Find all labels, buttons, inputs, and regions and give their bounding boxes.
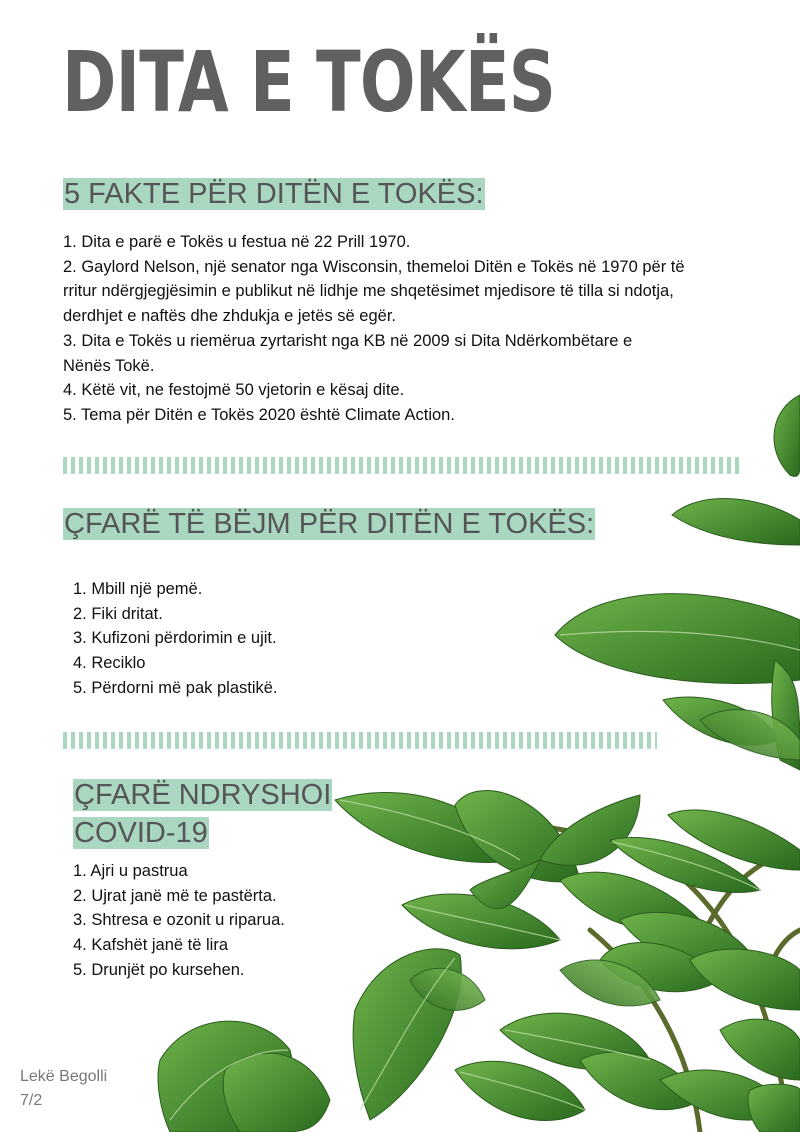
author-name: Lekë Begolli (20, 1068, 108, 1085)
todo-list (73, 577, 278, 701)
todo-item: 4. Reciklo (73, 654, 146, 673)
facts-heading-text: 5 FAKTE PËR DITËN E TOKËS: (64, 178, 484, 210)
fact-item: 1. Dita e parë e Tokës u festua në 22 Prill 1970. (63, 233, 411, 251)
fact-item: 5. Tema për Ditën e Tokës 2020 është Climate Action. (63, 405, 455, 424)
todo-item: 5. Përdorni më pak plastikë. (73, 678, 278, 697)
covid-heading (73, 777, 332, 853)
covid-item: 2. Ujrat janë më te pastërta. (73, 886, 277, 905)
covid-list (73, 859, 285, 983)
covid-item: 4. Kafshët janë të lira (73, 936, 229, 955)
covid-heading-line1: ÇFARË NDRYSHOI (74, 779, 332, 811)
class-label: 7/2 (20, 1092, 43, 1109)
todo-heading-text: ÇFARË TË BËJM PËR DITËN E TOKËS: (64, 508, 595, 540)
page-title: DITA E TOKËS (62, 33, 556, 131)
fact-item: 3. Dita e Tokës u riemërua zyrtarisht nga KB në 2009 si Dita Ndërkombëtare e Nënës Tokë. (63, 331, 633, 375)
todo-item: 2. Fiki dritat. (73, 604, 163, 623)
footer (20, 1065, 107, 1113)
covid-heading-line2: COVID-19 (74, 817, 208, 849)
divider-stripe (63, 732, 657, 749)
todo-heading (63, 506, 595, 542)
facts-heading (63, 176, 485, 212)
covid-item: 3. Shtresa e ozonit u riparua. (73, 911, 285, 930)
facts-list (63, 230, 723, 428)
divider-stripe (63, 457, 739, 474)
covid-item: 5. Drunjët po kursehen. (73, 960, 245, 979)
fact-item: 4. Këtë vit, ne festojmë 50 vjetorin e kësaj dite. (63, 381, 405, 400)
todo-item: 1. Mbill një pemë. (73, 580, 203, 598)
covid-item: 1. Ajri u pastrua (73, 862, 188, 880)
todo-item: 3. Kufizoni përdorimin e ujit. (73, 629, 277, 648)
fact-item: 2. Gaylord Nelson, një senator nga Wisconsin, themeloi Ditën e Tokës në 1970 për të rritur ndërgjegjësimin e publikut në lidhje me shqetësimet mjedisore të tilla si ndotja, derdhjet e naftës dhe zhdukja e jetës së egër. (63, 257, 685, 326)
